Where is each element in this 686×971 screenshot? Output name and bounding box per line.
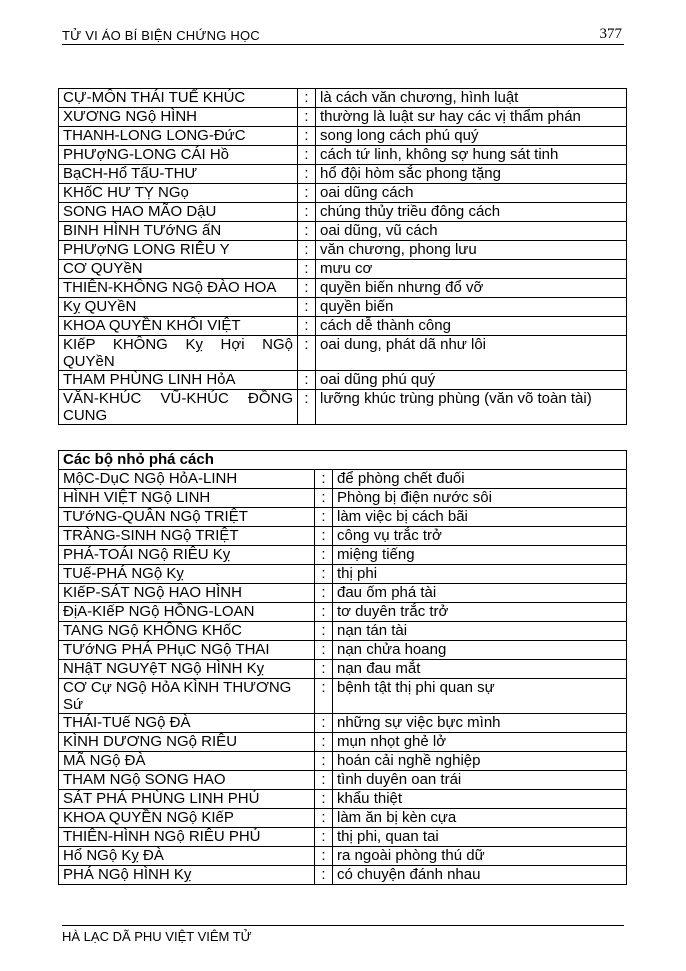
table-row: [59, 847, 627, 866]
table-row: [59, 489, 627, 508]
interpretation: nạn tán tài: [333, 622, 627, 641]
star-combination: KIếP-SÁT NGộ HAO HÌNH: [59, 584, 315, 603]
table-row: [59, 279, 627, 298]
star-combination: KÌNH DƯƠNG NGộ RIÊU: [59, 733, 315, 752]
interpretation: cách dễ thành công: [316, 317, 627, 336]
interpretation: quyền biến: [316, 298, 627, 317]
star-combination: MÃ NGộ ĐÀ: [59, 752, 315, 771]
table-row: [59, 752, 627, 771]
interpretation: nạn đau mắt: [333, 660, 627, 679]
separator: :: [315, 527, 333, 546]
interpretation: oai dũng, vũ cách: [316, 222, 627, 241]
star-combination: TƯớNG PHÁ PHụC NGộ THAI: [59, 641, 315, 660]
star-combination: PHÁ-TOÁI NGộ RIÊU Kỵ: [59, 546, 315, 565]
separator: :: [315, 714, 333, 733]
table-row: [59, 660, 627, 679]
interpretation: tơ duyên trắc trở: [333, 603, 627, 622]
separator: :: [298, 127, 316, 146]
combinations-table-body: [59, 89, 627, 425]
table-row: [59, 241, 627, 260]
table-row: [59, 828, 627, 847]
table-row: [59, 733, 627, 752]
separator: :: [298, 184, 316, 203]
star-combination: THAM PHÙNG LINH HỏA: [59, 371, 298, 390]
table-row: [59, 584, 627, 603]
book-title: TỬ VI ÁO BÍ BIỆN CHỨNG HỌC: [62, 28, 260, 43]
table-row: [59, 222, 627, 241]
star-combination: CỰ-MÔN THÁI TUẾ KHÚC: [59, 89, 298, 108]
page-footer: HÀ LẠC DÃ PHU VIỆT VIÊM TỬ: [62, 929, 252, 944]
star-combination: BạCH-Hổ TấU-THƯ: [59, 165, 298, 184]
table-row: [59, 127, 627, 146]
interpretation: thường là luật sư hay các vị thẩm phán: [316, 108, 627, 127]
table-row: [59, 89, 627, 108]
table-row: [59, 641, 627, 660]
interpretation: công vụ trắc trở: [333, 527, 627, 546]
table-row: [59, 203, 627, 222]
section-heading: Các bộ nhỏ phá cách: [59, 451, 627, 470]
separator: :: [298, 241, 316, 260]
separator: :: [298, 165, 316, 184]
interpretation: có chuyện đánh nhau: [333, 866, 627, 885]
separator: :: [315, 584, 333, 603]
section-heading-row: [59, 451, 627, 470]
interpretation: oai dũng phú quý: [316, 371, 627, 390]
broken-patterns-table-body: [59, 451, 627, 885]
separator: :: [298, 108, 316, 127]
star-combination: CƠ Cự NGộ HỏA KÌNH THƯƠNG Sứ: [59, 679, 315, 714]
table-row: [59, 165, 627, 184]
interpretation: quyền biến nhưng đổ vỡ: [316, 279, 627, 298]
interpretation: Phòng bị điện nước sôi: [333, 489, 627, 508]
star-combination: ĐịA-KIếP NGộ HỒNG-LOAN: [59, 603, 315, 622]
interpretation: để phòng chết đuối: [333, 470, 627, 489]
interpretation: mụn nhọt ghẻ lở: [333, 733, 627, 752]
star-combination: TUế-PHÁ NGộ Kỵ: [59, 565, 315, 584]
star-combination: BINH HÌNH TƯớNG ấN: [59, 222, 298, 241]
interpretation: nạn chửa hoang: [333, 641, 627, 660]
star-combination: KIếP KHÔNG Kỵ Hợi NGộ QUYềN: [59, 336, 298, 371]
broken-patterns-table: [58, 450, 627, 885]
separator: :: [315, 866, 333, 885]
star-combination: THIÊN-KHÔNG NGộ ĐÀO HOA: [59, 279, 298, 298]
table-row: [59, 546, 627, 565]
table-row: [59, 866, 627, 885]
separator: :: [315, 679, 333, 714]
separator: :: [315, 809, 333, 828]
separator: :: [315, 847, 333, 866]
interpretation: đau ốm phá tài: [333, 584, 627, 603]
separator: :: [315, 470, 333, 489]
separator: :: [315, 752, 333, 771]
interpretation: thị phi: [333, 565, 627, 584]
star-combination: THAM NGộ SONG HAO: [59, 771, 315, 790]
interpretation: chúng thủy triều đông cách: [316, 203, 627, 222]
star-combination: HÌNH VIỆT NGộ LINH: [59, 489, 315, 508]
star-combination: TRÀNG-SINH NGộ TRIỆT: [59, 527, 315, 546]
interpretation: oai dung, phát dã như lôi: [316, 336, 627, 371]
interpretation: làm việc bị cách bãi: [333, 508, 627, 527]
table-row: [59, 679, 627, 714]
interpretation: văn chương, phong lưu: [316, 241, 627, 260]
interpretation: hoán cải nghề nghiệp: [333, 752, 627, 771]
separator: :: [315, 603, 333, 622]
table-row: [59, 622, 627, 641]
star-combination: XƯƠNG NGộ HÌNH: [59, 108, 298, 127]
interpretation: hổ đội hòm sắc phong tặng: [316, 165, 627, 184]
page-number: 377: [599, 26, 622, 42]
separator: :: [298, 89, 316, 108]
separator: :: [315, 508, 333, 527]
separator: :: [298, 260, 316, 279]
interpretation: bệnh tật thị phi quan sự: [333, 679, 627, 714]
separator: :: [315, 660, 333, 679]
table-row: [59, 260, 627, 279]
interpretation: tình duyên oan trái: [333, 771, 627, 790]
star-combination: PHƯợNG LONG RIÊU Y: [59, 241, 298, 260]
table-row: [59, 371, 627, 390]
star-combination: THIÊN-HÌNH NGộ RIÊU PHỦ: [59, 828, 315, 847]
separator: :: [298, 336, 316, 371]
separator: :: [315, 733, 333, 752]
interpretation: những sự việc bực mình: [333, 714, 627, 733]
interpretation: oai dũng cách: [316, 184, 627, 203]
interpretation: mưu cơ: [316, 260, 627, 279]
table-row: [59, 470, 627, 489]
interpretation: làm ăn bị kèn cựa: [333, 809, 627, 828]
separator: :: [315, 622, 333, 641]
table-row: [59, 771, 627, 790]
star-combination: THÁI-TUế NGộ ĐÀ: [59, 714, 315, 733]
interpretation: lưỡng khúc trùng phùng (văn võ toàn tài): [316, 390, 627, 425]
interpretation: ra ngoài phòng thú dữ: [333, 847, 627, 866]
star-combination: CƠ QUYềN: [59, 260, 298, 279]
star-combination: KHOA QUYỀN KHÔI VIỆT: [59, 317, 298, 336]
table-row: [59, 809, 627, 828]
table-row: [59, 565, 627, 584]
star-combination: VĂN-KHÚC VŨ-KHÚC ĐỒNG CUNG: [59, 390, 298, 425]
table-row: [59, 336, 627, 371]
table-row: [59, 108, 627, 127]
star-combination: NHậT NGUYệT NGộ HÌNH Kỵ: [59, 660, 315, 679]
separator: :: [315, 828, 333, 847]
table-row: [59, 714, 627, 733]
table-row: [59, 184, 627, 203]
table-row: [59, 790, 627, 809]
header-rule: [62, 44, 624, 45]
star-combination: TƯớNG-QUÂN NGộ TRIỆT: [59, 508, 315, 527]
star-combination: Kỵ QUYềN: [59, 298, 298, 317]
separator: :: [315, 641, 333, 660]
star-combination: PHƯợNG-LONG CÁI Hồ: [59, 146, 298, 165]
separator: :: [298, 146, 316, 165]
table-row: [59, 603, 627, 622]
star-combination: THANH-LONG LONG-ĐứC: [59, 127, 298, 146]
interpretation: thị phi, quan tai: [333, 828, 627, 847]
table-row: [59, 390, 627, 425]
interpretation: song long cách phú quý: [316, 127, 627, 146]
separator: :: [315, 546, 333, 565]
star-combination: MộC-DụC NGộ HỏA-LINH: [59, 470, 315, 489]
interpretation: miệng tiếng: [333, 546, 627, 565]
star-combination: KHOA QUYỀN NGộ KIếP: [59, 809, 315, 828]
interpretation: khẩu thiệt: [333, 790, 627, 809]
footer-rule: [62, 925, 624, 926]
separator: :: [315, 771, 333, 790]
star-combination: PHÁ NGộ HÌNH Kỵ: [59, 866, 315, 885]
separator: :: [315, 489, 333, 508]
combinations-table: [58, 88, 627, 425]
star-combination: SÁT PHÁ PHÙNG LINH PHỦ: [59, 790, 315, 809]
separator: :: [315, 565, 333, 584]
separator: :: [298, 279, 316, 298]
table-row: [59, 317, 627, 336]
separator: :: [298, 317, 316, 336]
separator: :: [298, 298, 316, 317]
table-row: [59, 527, 627, 546]
separator: :: [298, 222, 316, 241]
star-combination: SONG HAO MÃO DậU: [59, 203, 298, 222]
interpretation: cách tứ linh, không sợ hung sát tinh: [316, 146, 627, 165]
page-header: [62, 26, 624, 44]
star-combination: TANG NGộ KHÔNG KHốC: [59, 622, 315, 641]
table-row: [59, 298, 627, 317]
table-row: [59, 146, 627, 165]
table-row: [59, 508, 627, 527]
separator: :: [298, 203, 316, 222]
separator: :: [298, 390, 316, 425]
separator: :: [298, 371, 316, 390]
star-combination: KHốC HƯ TỴ NGọ: [59, 184, 298, 203]
separator: :: [315, 790, 333, 809]
star-combination: Hổ NGộ Kỵ ĐÀ: [59, 847, 315, 866]
interpretation: là cách văn chương, hình luật: [316, 89, 627, 108]
